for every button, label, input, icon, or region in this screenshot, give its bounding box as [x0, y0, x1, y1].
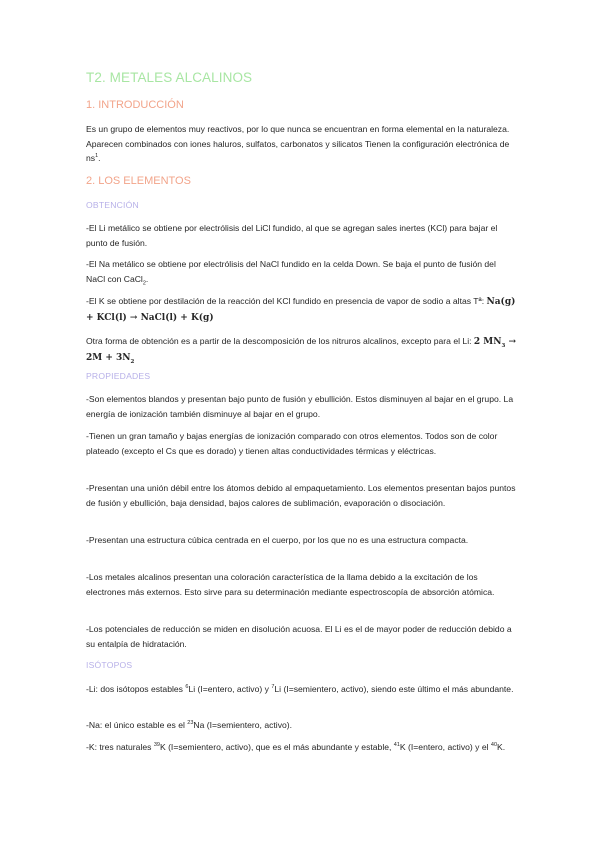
paragraph-propiedades-5: -Los metales alcalinos presentan una coloración característica de la llama debido a la excitación de los electrones más externos. Esto sirve para su determinación mediante espectroscopía de absorción atómica.	[86, 572, 495, 597]
paragraph-isotopos-na	[86, 718, 516, 733]
paragraph-propiedades-6: -Los potenciales de reducción se miden en disolución acuosa. El Li es el de mayor poder de reducción debido a su entalpía de hidratación.	[86, 624, 512, 649]
document-title: T2. METALES ALCALINOS	[86, 70, 253, 85]
subscript: 2	[142, 280, 146, 287]
superscript: 6	[185, 684, 189, 691]
section-heading-introduccion: 1. INTRODUCCIÓN	[86, 99, 184, 111]
paragraph-text: K (I=entero, activo) y el	[399, 742, 491, 752]
paragraph-obtencion-na	[86, 257, 516, 286]
subsection-heading-propiedades: PROPIEDADES	[86, 371, 151, 381]
paragraph-text: K (I=semientero, activo), que es el más abundante y estable,	[159, 742, 394, 752]
paragraph-obtencion-k	[86, 294, 516, 325]
equation-part: → 2M + 3N	[86, 337, 516, 363]
paragraph-text: K.	[497, 742, 506, 752]
paragraph-text: -El Na metálico se obtiene por electrólisis del NaCl fundido en la celda Down. Se baja el punto de fusión del NaCl con CaCl	[86, 259, 496, 284]
paragraph-propiedades-3: -Presentan una unión débil entre los átomos debido al empaquetamiento. Los elementos presentan bajos puntos de fusión y ebullición, baja densidad, bajos calores de sublimación, evaporación o disociación.	[86, 483, 516, 508]
paragraph-isotopos-k	[86, 740, 516, 755]
paragraph-text: Li (I=entero, activo) y	[188, 684, 272, 694]
paragraph-text: Li (I=semientero, activo), siendo este último el más abundante.	[274, 684, 514, 694]
superscript: 1	[95, 153, 99, 160]
paragraph-text: Es un grupo de elementos muy reactivos, por lo que nunca se encuentran en forma elemental en la naturaleza. Aparecen combinados con iones haluros, sulfatos, carbonatos y silicatos Tienen la configuración electrónica de ns	[86, 124, 510, 164]
paragraph-text: -K: tres naturales	[86, 742, 154, 752]
paragraph-propiedades-4: -Presentan una estructura cúbica centrada en el cuerpo, por los que no es una estructura compacta.	[86, 535, 469, 545]
paragraph-text: .	[98, 153, 101, 164]
subsection-heading-obtencion: OBTENCIÓN	[86, 200, 139, 210]
equation-part: 2 MN	[473, 337, 502, 347]
superscript: 41	[393, 742, 400, 749]
paragraph-text: -Na: el único estable es el	[86, 720, 188, 730]
subsection-heading-isotopos: ISÓTOPOS	[86, 660, 133, 670]
chemical-equation: Na(g) + KCl(l) → NaCl(l) + K(g)	[86, 297, 516, 323]
subscript: 2	[130, 358, 135, 365]
paragraph-text: -El K se obtiene por destilación de la reacción del KCl fundido en presencia de vapor de sodio a altas Tª:	[86, 296, 487, 306]
paragraph-text: -Li: dos isótopos estables	[86, 684, 186, 694]
superscript: 7	[271, 684, 275, 691]
paragraph-introduccion	[86, 122, 516, 166]
paragraph-propiedades-1: -Son elementos blandos y presentan bajo punto de fusión y ebullición. Estos disminuyen al bajar en el grupo. La energía de ionización también disminuye al bajar en el grupo.	[86, 394, 514, 419]
paragraph-obtencion-li: -El Li metálico se obtiene por electrólisis del LiCl fundido, al que se agregan sales inertes (KCl) para bajar el punto de fusión.	[86, 223, 498, 248]
paragraph-text: .	[145, 273, 149, 284]
section-heading-elementos: 2. LOS ELEMENTOS	[86, 175, 191, 187]
paragraph-text: Otra forma de obtención es a partir de la descomposición de los nitruros alcalinos, excepto para el Li:	[86, 336, 474, 346]
superscript: 40	[490, 742, 498, 749]
paragraph-isotopos-li	[86, 682, 516, 697]
superscript: 39	[153, 742, 160, 749]
superscript: 23	[187, 720, 194, 727]
paragraph-propiedades-2: -Tienen un gran tamaño y bajas energías de ionización comparado con otros elementos. Todos son de color plateado (excepto el Cs que es dorado) y tienen altas conductividades térmicas y eléctricas.	[86, 431, 498, 456]
paragraph-text: Na (I=semientero, activo).	[193, 720, 293, 730]
paragraph-obtencion-nitruros	[86, 334, 516, 365]
subscript: 3	[501, 342, 506, 349]
